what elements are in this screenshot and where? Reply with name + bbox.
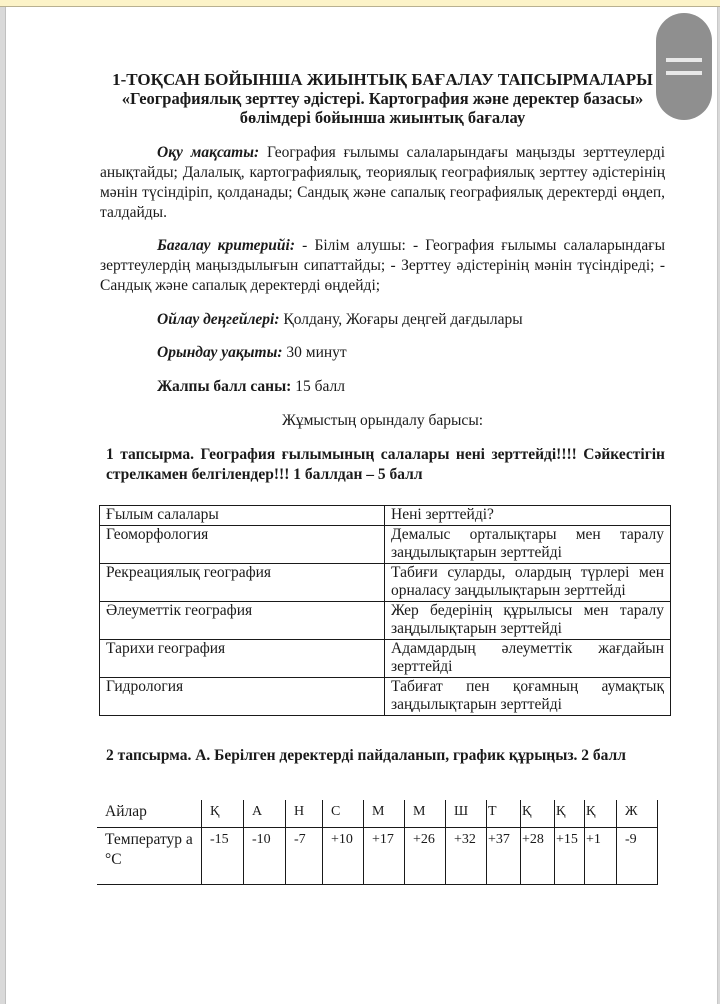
month-cell: Қ xyxy=(585,800,617,828)
table-cell: Гидрология xyxy=(100,677,385,715)
temperature-cell: +17 xyxy=(364,828,405,885)
thinking-levels-label: Ойлау деңгейлері: xyxy=(157,311,280,328)
table-row xyxy=(100,525,671,563)
table-cell: Табиғат пен қоғамның аумақтық заңдылықтарын зерттейді xyxy=(385,677,671,715)
temperature-cell: +26 xyxy=(405,828,446,885)
top-notification-bar xyxy=(0,0,720,7)
total-score-label: Жалпы балл саны: xyxy=(157,378,292,395)
month-cell: Қ xyxy=(555,800,585,828)
month-cell: М xyxy=(405,800,446,828)
learning-goal-label: Оқу мақсаты: xyxy=(157,144,260,161)
table-cell: Табиғи суларды, олардың түрлері мен орналасу заңдылықтарын зерттейді xyxy=(385,563,671,601)
table-cell: Әлеуметтік география xyxy=(100,601,385,639)
temperature-cell: +37 xyxy=(487,828,521,885)
thinking-levels-text: Қолдану, Жоғары деңгей дағдылары xyxy=(279,311,523,328)
temperature-label: Температур а °С xyxy=(97,828,202,885)
month-cell: А xyxy=(244,800,286,828)
task1-table xyxy=(99,505,671,716)
execution-time-label: Орындау уақыты: xyxy=(157,344,283,361)
drag-handle-icon xyxy=(666,71,702,75)
month-cell: М xyxy=(364,800,405,828)
temperature-cell: +15 xyxy=(555,828,585,885)
table-row xyxy=(100,601,671,639)
month-cell: Ж xyxy=(617,800,658,828)
criteria-text: - Білім алушы: - География ғылымы салаларындағы зерттеулердің маңыздылығын сипаттайды; - Зерттеу әдістерінің мәнін түсіндіреді; - Сандық және сапалық деректерді өңдейді; xyxy=(100,237,665,294)
table-cell: Адамдардың әлеуметтік жағдайын зерттейді xyxy=(385,639,671,677)
scroll-handle[interactable] xyxy=(656,13,712,120)
temperature-cell: -10 xyxy=(244,828,286,885)
months-row xyxy=(97,800,658,828)
temperature-cell: -15 xyxy=(202,828,244,885)
table-cell: Демалыс орталықтары мен таралу заңдылықтарын зерттейді xyxy=(385,525,671,563)
temperature-cell: +32 xyxy=(446,828,487,885)
learning-goal xyxy=(100,143,665,223)
temperature-cell: +28 xyxy=(521,828,555,885)
temperature-cell: +1 xyxy=(585,828,617,885)
months-label: Айлар xyxy=(97,800,202,828)
temperature-cell: -7 xyxy=(286,828,323,885)
month-cell: С xyxy=(323,800,364,828)
document-subtitle-2: бөлімдері бойынша жиынтық бағалау xyxy=(239,108,526,127)
table-row xyxy=(100,563,671,601)
table-cell: Геоморфология xyxy=(100,525,385,563)
drag-handle-icon xyxy=(666,58,702,62)
month-cell: Т xyxy=(487,800,521,828)
execution-time xyxy=(100,343,665,363)
assessment-criteria xyxy=(100,236,665,296)
task2-table xyxy=(97,800,658,885)
table-row xyxy=(100,677,671,715)
temperature-cell: +10 xyxy=(323,828,364,885)
month-cell: Қ xyxy=(202,800,244,828)
document-title: 1-ТОҚСАН БОЙЫНША ЖИЫНТЫҚ БАҒАЛАУ ТАПСЫРМАЛАРЫ xyxy=(112,70,653,89)
table-cell: Жер бедерінің құрылысы мен таралу заңдылықтарын зерттейді xyxy=(385,601,671,639)
table-row xyxy=(100,639,671,677)
month-cell: Қ xyxy=(521,800,555,828)
temperature-cell: -9 xyxy=(617,828,658,885)
table-header-row xyxy=(100,506,671,526)
thinking-levels xyxy=(100,310,665,330)
document-content xyxy=(100,70,665,485)
table-header-cell: Ғылым салалары xyxy=(100,506,385,526)
criteria-label: Бағалау критерийі: xyxy=(157,237,296,254)
temperature-row xyxy=(97,828,658,885)
total-score-text: 15 балл xyxy=(291,378,345,395)
table-cell: Рекреациялық география xyxy=(100,563,385,601)
learning-goal-text: География ғылымы салаларындағы маңызды зерттеулерді анықтайды; Далалық, картографиялық, теориялық географиялық зерттеу әдістерінің мәнін түсіндіріп, қолданады; Сандық және сапалық географиялық деректерді өңдеп, талдайды. xyxy=(100,144,666,221)
table-cell: Тарихи география xyxy=(100,639,385,677)
table-header-cell: Нені зерттейді? xyxy=(385,506,671,526)
document-subtitle: «Географиялық зерттеу әдістері. Картография және деректер базасы» xyxy=(121,89,644,108)
task1-heading: 1 тапсырма. География ғылымының салалары нені зерттейді!!!! Сәйкестігін стрелкамен белгілендер!!! 1 баллдан – 5 балл xyxy=(106,446,665,483)
month-cell: Ш xyxy=(446,800,487,828)
procedure-heading: Жұмыстың орындалу барысы: xyxy=(281,412,484,429)
execution-time-text: 30 минут xyxy=(282,344,347,361)
month-cell: Н xyxy=(286,800,323,828)
total-score xyxy=(100,377,665,397)
task2-heading: 2 тапсырма. А. Берілген деректерді пайдаланып, график құрыңыз. 2 балл xyxy=(106,747,626,764)
